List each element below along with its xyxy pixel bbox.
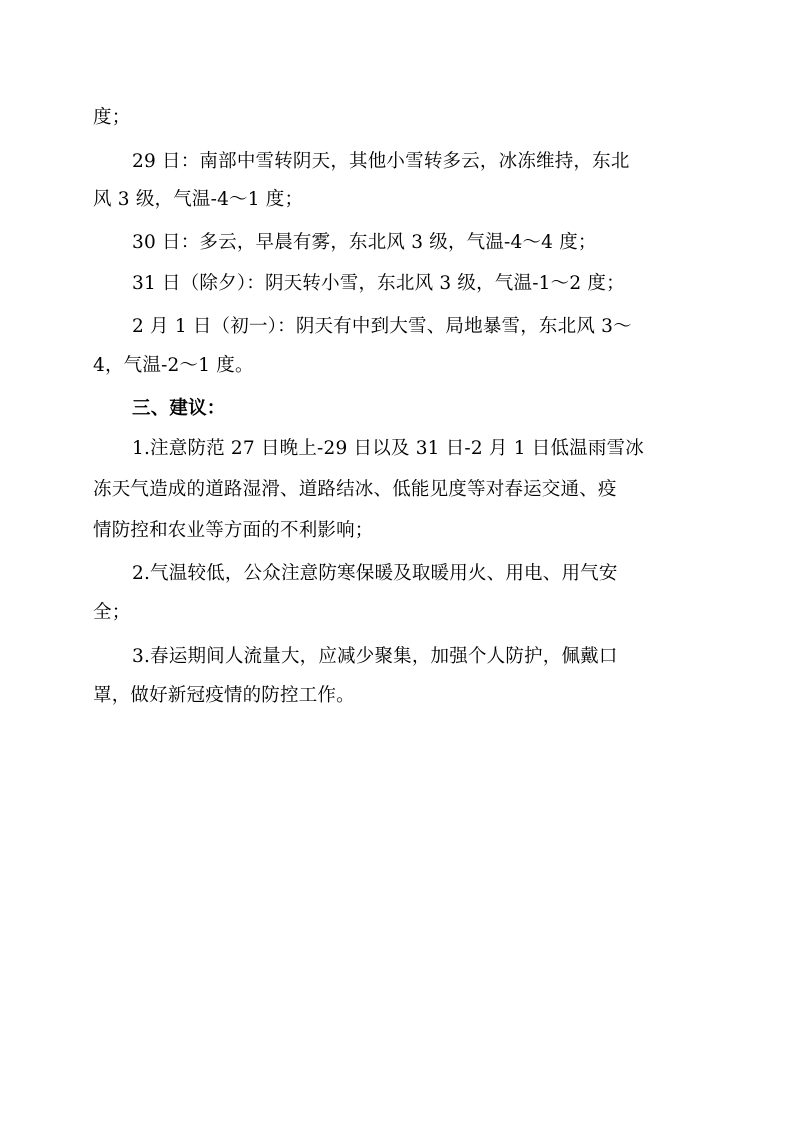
- text-line-suggestion-1: 1.注意防范 27 日晚上-29 日以及 31 日-2 月 1 日低温雨雪冰: [132, 438, 644, 459]
- text-line-suggestion-3: 3.春运期间人流量大，应减少聚集，加强个人防护，佩戴口: [132, 646, 618, 667]
- text-line-suggestion-3-cont: 罩，做好新冠疫情的防控工作。: [93, 685, 355, 706]
- text-line-forecast-29: 29 日：南部中雪转阴天，其他小雪转多云，冰冻维持，东北: [132, 151, 630, 172]
- section-heading-suggestions: 三、建议：: [132, 398, 226, 419]
- text-line-suggestion-2: 2.气温较低，公众注意防寒保暖及取暖用火、用电、用气安: [132, 563, 618, 584]
- text-line-forecast-31: 31 日（除夕）：阴天转小雪，东北风 3 级，气温-1～2 度；: [132, 273, 625, 294]
- text-line-forecast-feb1-cont: 4，气温-2～1 度。: [93, 355, 254, 376]
- text-line-forecast-29-cont: 风 3 级，气温-4～1 度；: [93, 189, 304, 210]
- text-line-forecast-feb1: 2 月 1 日（初一）：阴天有中到大雪、局地暴雪，东北风 3～: [132, 316, 632, 337]
- text-line-suggestion-1-cont: 冻天气造成的道路湿滑、道路结冰、低能见度等对春运交通、疫: [93, 479, 617, 500]
- text-line-suggestion-2-cont: 全；: [93, 602, 131, 623]
- text-line-forecast-28-end: 度；: [93, 107, 131, 128]
- text-line-forecast-30: 30 日：多云，早晨有雾，东北风 3 级，气温-4～4 度；: [132, 232, 597, 253]
- text-line-suggestion-1-cont2: 情防控和农业等方面的不利影响；: [93, 520, 374, 541]
